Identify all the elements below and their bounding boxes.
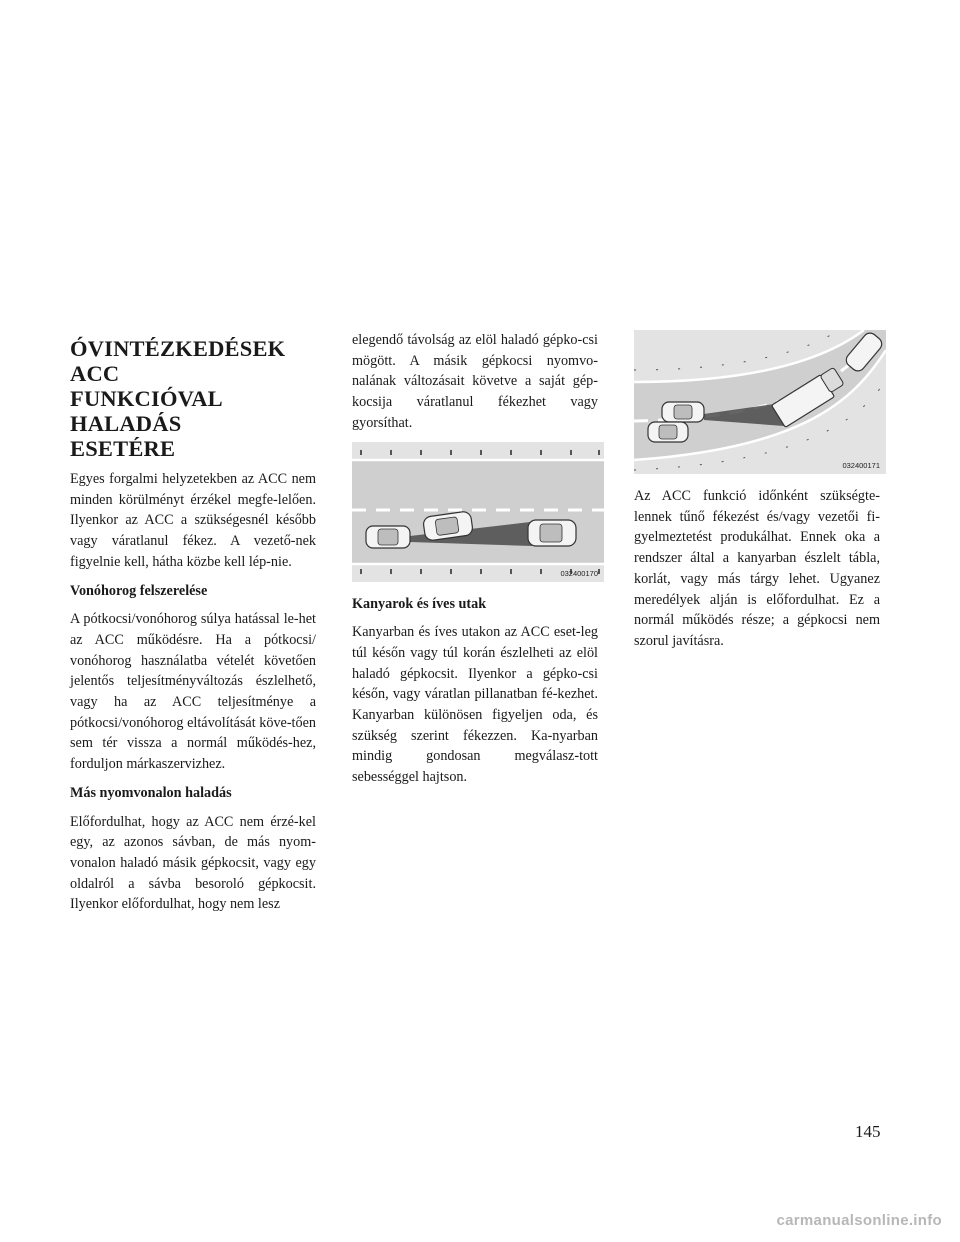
towing-heading: Vonóhorog felszerelése — [70, 582, 208, 599]
figure-code: 032400170 — [560, 568, 598, 578]
curved-road-illustration — [634, 330, 886, 474]
watermark: carmanualsonline.info — [776, 1212, 942, 1229]
offset-paragraph-2: elegendő távolság az elöl haladó gépko-csi mögött. A másik gépkocsi nyomvo-nalának változásait követve a saját gép-kocsija váratlanul fékezhet vagy gyorsíthat. — [352, 332, 598, 431]
page-number: 145 — [855, 1122, 881, 1141]
straight-road-illustration — [352, 442, 604, 582]
title-line-1: ÓVINTÉZKEDÉSEK ACC — [70, 336, 286, 386]
adjacent-car-icon — [648, 422, 688, 442]
figure-curved-road — [634, 330, 886, 474]
figure-code: 032400171 — [842, 461, 880, 470]
lead-car-icon — [528, 520, 576, 546]
curves-paragraph: Kanyarban és íves utakon az ACC eset-leg túl későn vagy túl korán észlelheti az elöl haladó gépkocsit. Ilyenkor a gépko-csi későn, vagy váratlan pillanatban fé-kezhet. Kanyarban különösen figyeljen oda, és szükség szerint fékezzen. Ka-nyarban mindig gondosan megválasz-tott sebességgel hajtson. — [352, 624, 598, 786]
section-title — [70, 336, 316, 461]
title-line-3: ESETÉRE — [70, 436, 176, 461]
column-middle — [352, 330, 598, 796]
title-line-2: FUNKCIÓVAL HALADÁS — [70, 386, 222, 436]
towing-paragraph: A pótkocsi/vonóhorog súlya hatással le-het az ACC működésre. Ha a pótkocsi/ vonóhorog használatba vételét követően jelentős teljesítményváltozás észlelhető, vagy ha az ACC teljesítménye a pótkocsi/vonóhorog eltávolítását köve-tően sem tér vissza a normál működés-hez, forduljon márkaszervizhez. — [70, 611, 316, 773]
figure-straight-road — [352, 442, 604, 582]
offset-heading: Más nyomvonalon haladás — [70, 784, 232, 801]
curves-heading: Kanyarok és íves utak — [352, 595, 487, 612]
offset-paragraph-1: Előfordulhat, hogy az ACC nem érzé-kel egy, az azonos sávban, de más nyom-vonalon haladó másik gépkocsit, vagy egy oldalról a sávba besoroló gépkocsit. Ilyenkor előfordulhat, hogy nem lesz — [70, 813, 316, 913]
own-car-icon — [366, 526, 410, 548]
false-alerts-paragraph: Az ACC funkció időnként szükségte-lennek tűnő fékezést és/vagy vezetői fi-gyelmeztetést produkálhat. Ennek oka a rendszer által a kanyarban észlelt tábla, korlát, vagy más tárgy lehet. Ugyanez meredélyek alján is előfordulhat. Ez a normál működés része; a gépkocsi nem szorul javításra. — [634, 488, 880, 649]
column-right — [634, 330, 880, 660]
intro-paragraph: Egyes forgalmi helyzetekben az ACC nem minden körülményt érzékel megfe-lelően. Ilyenkor az ACC a szükségesnél később vagy váratlanul fékez. A vezető-nek figyelnie kell, hátha közbe kell lép-nie. — [70, 471, 316, 570]
column-left — [70, 336, 316, 915]
own-car-icon — [662, 402, 704, 422]
